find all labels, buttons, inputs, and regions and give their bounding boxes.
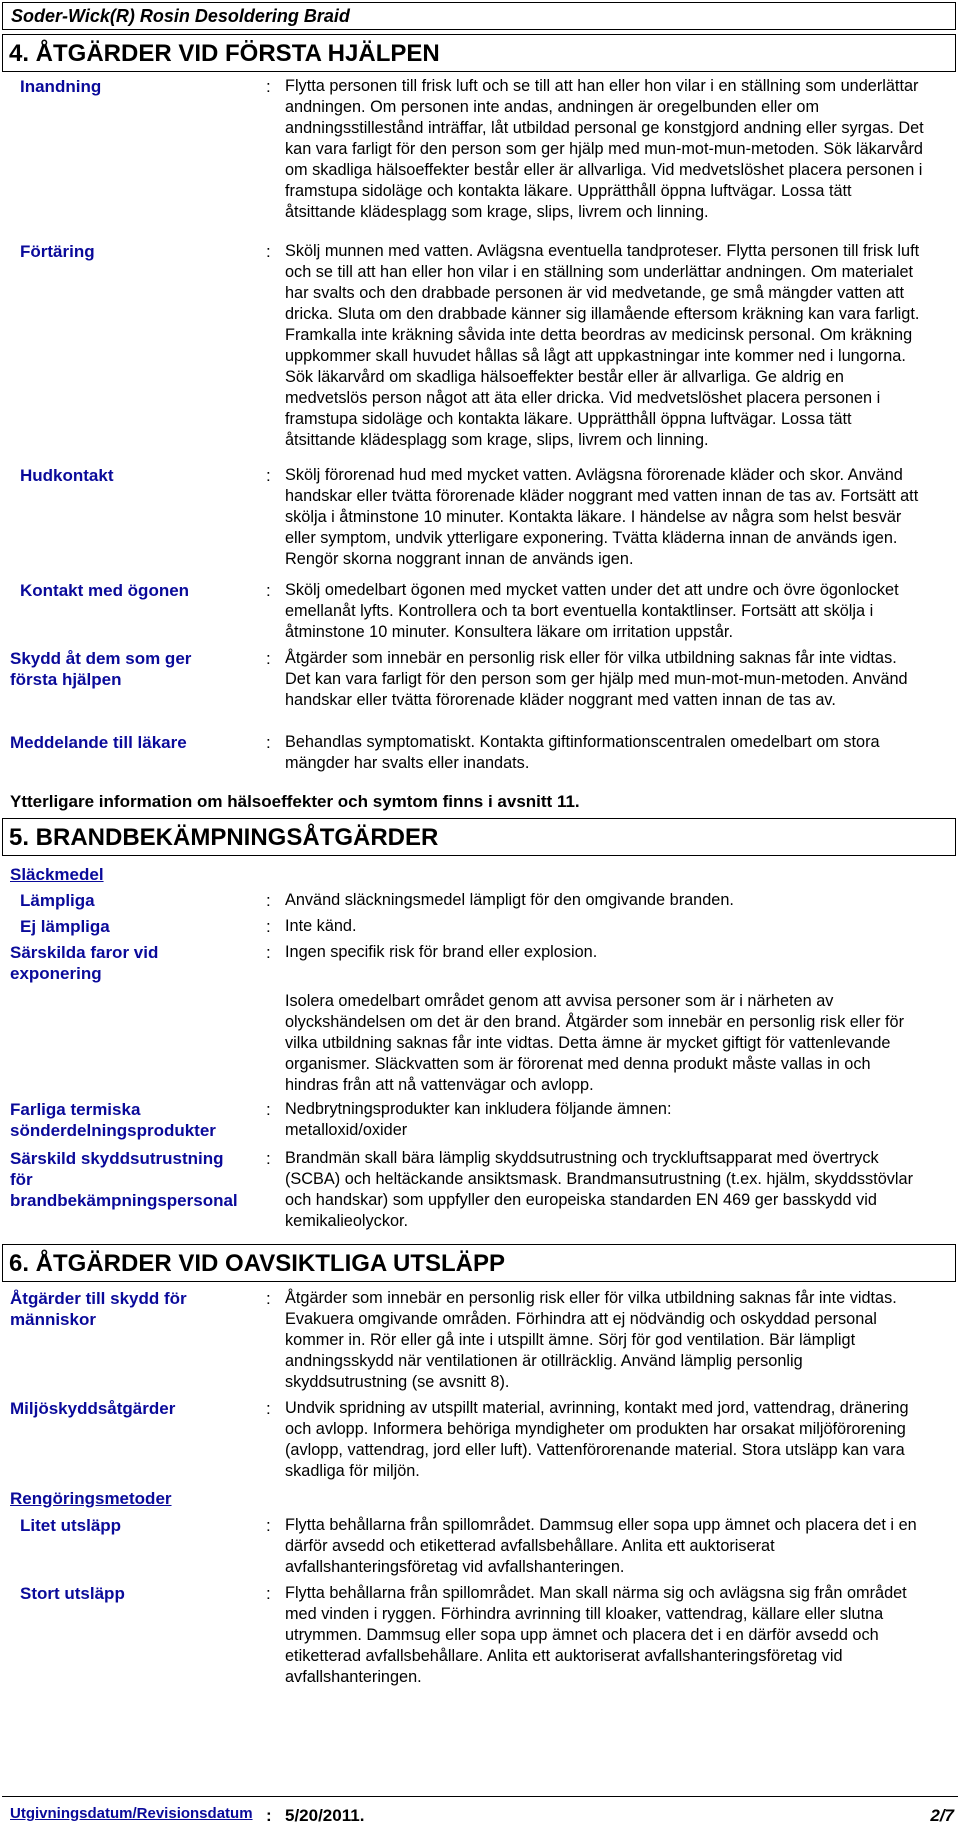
- colon: :: [266, 581, 271, 600]
- colon: :: [266, 1100, 271, 1119]
- footer-revision-date: 5/20/2011.: [285, 1806, 365, 1825]
- label-litet-utslapp: Litet utsläpp: [20, 1516, 122, 1535]
- label-lampliga: Lämpliga: [20, 891, 95, 910]
- colon: :: [266, 1806, 272, 1825]
- label-ej-lampliga: Ej lämpliga: [20, 917, 110, 936]
- footer-divider: [2, 1796, 958, 1797]
- label-sarskilda-faror: Särskilda faror vid exponering: [10, 943, 159, 983]
- text-kontakt-med-ogonen: Skölj omedelbart ögonen med mycket vatten under det att undre och övre ögonlocket emellanåt lyfts. Kontrollera och ta bort eventuella kontaktlinser. Fortsätt att skölja i åtminstone 10 minuter. Konsultera läkare om irritation uppstår.: [285, 581, 899, 641]
- colon: :: [266, 943, 271, 962]
- colon: :: [266, 1149, 271, 1168]
- text-sarskild-skyddsutrustning: Brandmän skall bära lämplig skyddsutrustning och tryckluftsapparat med övertryck (SCBA) och heltäckande ansiktsmask. Brandmansutrustning (t.ex. hjälm, skyddsstövlar och handskar) som uppfyller den europeiska standarden EN 469 ger basskydd vid kemikalieolyckor.: [285, 1149, 913, 1230]
- text-ej-lampliga: Inte känd.: [285, 917, 357, 935]
- text-sarskilda-faror: Ingen specifik risk för brand eller explosion.: [285, 943, 598, 961]
- label-skydd-forsta-hjalpen: Skydd åt dem som ger första hjälpen: [10, 649, 192, 689]
- label-miljoskyddsatgarder: Miljöskyddsåtgärder: [10, 1399, 176, 1418]
- product-title: Soder-Wick(R) Rosin Desoldering Braid: [11, 6, 350, 26]
- colon: :: [266, 77, 271, 96]
- text-lampliga: Använd släckningsmedel lämpligt för den omgivande branden.: [285, 891, 734, 909]
- colon: :: [266, 649, 271, 668]
- text-litet-utslapp: Flytta behållarna från spillområdet. Dammsug eller sopa upp ämnet och placera det i en därför avsedd och etiketterad avfallsbehållare. Anlita ett auktoriserat avfallshanteringsföretag vid avfallshanteringen.: [285, 1516, 917, 1576]
- subheading-rengoringsmetoder: Rengöringsmetoder: [10, 1489, 172, 1508]
- subheading-slackmedel: Släckmedel: [10, 865, 104, 884]
- colon: :: [266, 1584, 271, 1603]
- page-number: 2/7: [930, 1806, 954, 1825]
- colon: :: [266, 891, 271, 910]
- label-hudkontakt: Hudkontakt: [20, 466, 114, 485]
- label-atgarder-skydd: Åtgärder till skydd för människor: [10, 1289, 187, 1329]
- section-6-title-bar: [2, 1244, 956, 1282]
- text-hudkontakt: Skölj förorenad hud med mycket vatten. Avlägsna förorenade kläder och skor. Använd handskar eller tvätta förorenade kläder noggrant med vatten innan de tas av. Fortsätt att skölja i åtminstone 10 minuter. Kontakta läkare. I händelse av några som helst besvär eller symptom, undvik ytterligare exponering. Tvätta kläderna innan de används igen. Rengör skorna noggrant innan de används igen.: [285, 466, 919, 568]
- text-skydd-forsta-hjalpen: Åtgärder som innebär en personlig risk eller för vilka utbildning saknas får inte vidtas. Det kan vara farligt för den person som ger hjälp med mun-mot-mun-metoden. Använd handskar eller tvätta förorenade kläder noggrant med vatten innan de tas av.: [285, 649, 908, 709]
- section-5-title: 5. BRANDBEKÄMPNINGSÅTGÄRDER: [9, 824, 439, 851]
- colon: :: [266, 733, 271, 752]
- section-6-title: 6. ÅTGÄRDER VID OAVSIKTLIGA UTSLÄPP: [9, 1250, 506, 1277]
- text-fortaring: Skölj munnen med vatten. Avlägsna eventuella tandproteser. Flytta personen till frisk luft och se till att han eller hon vilar i en ställning som underlättar andningen. Om materialet har svalts och den drabbade personen är vid medvetande, ge små mängder vatten att dricka. Sluta om den drabbade känner sig illamående eftersom kräkning kan vara farligt. Framkalla inte kräkning såvida inte detta beordras av medicinsk personal. Om kräkning uppkommer skall huvudet hållas så lågt att uppkastningar inte kommer ned i lungorna. Sök läkarvård om skadliga hälsoeffekter består eller är allvarliga. Ge aldrig en medvetslös person något att äta eller dricka. Vid medvetslöshet placera personen i framstupa sidoläge och kontakta läkare. Upprätthåll öppna luftvägar. Lossa tätt åtsittande klädesplagg som krage, slips, livrem och linning.: [285, 242, 920, 449]
- label-sarskild-skyddsutrustning: Särskild skyddsutrustning för brandbekämpningspersonal: [10, 1149, 238, 1210]
- label-inandning: Inandning: [20, 77, 102, 96]
- text-stort-utslapp: Flytta behållarna från spillområdet. Man skall närma sig och avlägsna sig från området med vinden i ryggen. Förhindra avrinning till kloaker, vattendrag, källare eller slutna utrymmen. Dammsug eller sopa upp ämnet och placera det i en därför avsedd och etiketterad avfallsbehållare. Anlita ett auktoriserat avfallshanteringsföretag vid avfallshanteringen.: [285, 1584, 907, 1686]
- section-4-title: 4. ÅTGÄRDER VID FÖRSTA HJÄLPEN: [9, 40, 440, 67]
- document-header: [2, 2, 956, 30]
- text-miljoskyddsatgarder: Undvik spridning av utspillt material, avrinning, kontakt med jord, vattendrag, dränering och avlopp. Informera behöriga myndigheter om produkten har orsakat miljöförorening (avlopp, vattendrag, jord eller luft). Vattenförorenande material. Stora utsläpp kan vara skadliga för miljön.: [285, 1399, 909, 1480]
- footer-revision-label: Utgivningsdatum/Revisionsdatum: [10, 1805, 253, 1822]
- section-5-title-bar: [2, 818, 956, 856]
- label-meddelande-till-lakare: Meddelande till läkare: [10, 733, 187, 752]
- text-atgarder-skydd: Åtgärder som innebär en personlig risk eller för vilka utbildning saknas får inte vidtas. Evakuera omgivande områden. Förhindra att ej nödvändig och oskyddad personal kommer in. Rör eller gå inte i utspillt ämne. Sörj för god ventilation. Bär lämpligt andningsskydd när ventilationen är otillräcklig. Använd lämplig personlig skyddsutrustning (se avsnitt 8).: [285, 1289, 897, 1391]
- label-kontakt-med-ogonen: Kontakt med ögonen: [20, 581, 190, 600]
- colon: :: [266, 1399, 271, 1418]
- colon: :: [266, 1289, 271, 1308]
- colon: :: [266, 1516, 271, 1535]
- label-farliga-termiska: Farliga termiska sönderdelningsprodukter: [10, 1100, 216, 1140]
- colon: :: [266, 242, 271, 261]
- text-isolera-omradet: Isolera omedelbart området genom att avvisa personer som är i närheten av olyckshändelsen om det är den brand. Åtgärder som innebär en personlig risk eller för vilka utbildning saknas får inte vidtas. Detta ämne är mycket giftigt för vattenlevande organismer. Släckvatten som är förorenat med denna produkt måste vallas in och hindras från att nå vattenvägar och avlopp.: [285, 992, 905, 1094]
- text-farliga-termiska: Nedbrytningsprodukter kan inkludera följande ämnen: metalloxid/oxider: [285, 1100, 672, 1139]
- text-inandning: Flytta personen till frisk luft och se till att han eller hon vilar i en ställning som underlättar andningen. Om personen inte andas, andningen är oregelbunden eller om andningsstillestånd inträffar, låt utbildad personal ge konstgjord andning eller syrgas. Det kan vara farligt för den person som ger hjälp med mun-mot-mun-metoden. Sök läkarvård om skadliga hälsoeffekter består eller är allvarliga. Vid medvetslöshet placera personen i framstupa sidoläge och kontakta läkare. Upprätthåll öppna luftvägar. Lossa tätt åtsittande klädesplagg som krage, slips, livrem och linning.: [285, 77, 924, 221]
- label-stort-utslapp: Stort utsläpp: [20, 1584, 125, 1603]
- text-meddelande-till-lakare: Behandlas symptomatiskt. Kontakta giftinformationscentralen omedelbart om stora mängder har svalts eller inandats.: [285, 733, 880, 772]
- section-4-title-bar: [2, 34, 956, 72]
- colon: :: [266, 917, 271, 936]
- label-fortaring: Förtäring: [20, 242, 95, 261]
- section-4-note: Ytterligare information om hälsoeffekter och symtom finns i avsnitt 11.: [10, 792, 580, 811]
- colon: :: [266, 466, 271, 485]
